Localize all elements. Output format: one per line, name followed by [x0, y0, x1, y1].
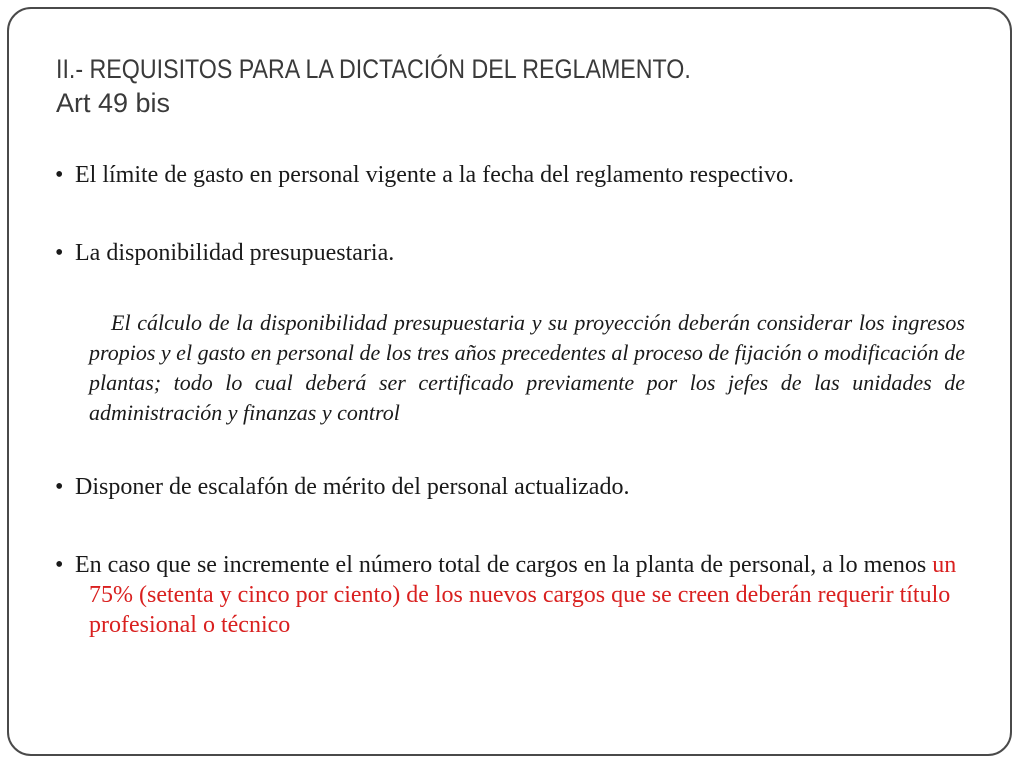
bullet-text: Disponer de escalafón de mérito del personal actualizado. [75, 474, 630, 500]
title-line-1: II.- REQUISITOS PARA LA DICTACIÓN DEL REGLAMENTO. [56, 54, 691, 84]
disponibilidad-note: El cálculo de la disponibilidad presupuestaria y su proyección deberán considerar los ingresos propios y el gasto en personal de los tres años precedentes al proceso de fijación o modificación de plantas; todo lo cual deberá ser certificado previamente por los jefes de las unidades de administración y finanzas y control [89, 310, 965, 425]
highlighted-requirement: un 75% (setenta y cinco por ciento) de los nuevos cargos que se creen deberán requerir título profesional o técnico [89, 552, 957, 638]
bullet-marker: • [55, 162, 64, 188]
bullet-text: En caso que se incremente el número total de cargos en la planta de personal, a lo menos [75, 552, 927, 578]
bullet-text: El límite de gasto en personal vigente a la fecha del reglamento respectivo. [75, 162, 795, 188]
bullet-incremento-cargos [55, 550, 965, 640]
title-line-2: Art 49 bis [56, 88, 171, 118]
bullet-disponibilidad [55, 238, 965, 268]
bullet-marker: • [55, 552, 64, 578]
bullet-text: La disponibilidad presupuestaria. [75, 240, 395, 266]
bullet-marker: • [55, 240, 64, 266]
slide-title [56, 52, 956, 120]
bullet-marker: • [55, 474, 64, 500]
bullet-escalafon [55, 472, 965, 502]
bullet-gasto-personal [55, 160, 965, 190]
slide-body [55, 160, 965, 640]
